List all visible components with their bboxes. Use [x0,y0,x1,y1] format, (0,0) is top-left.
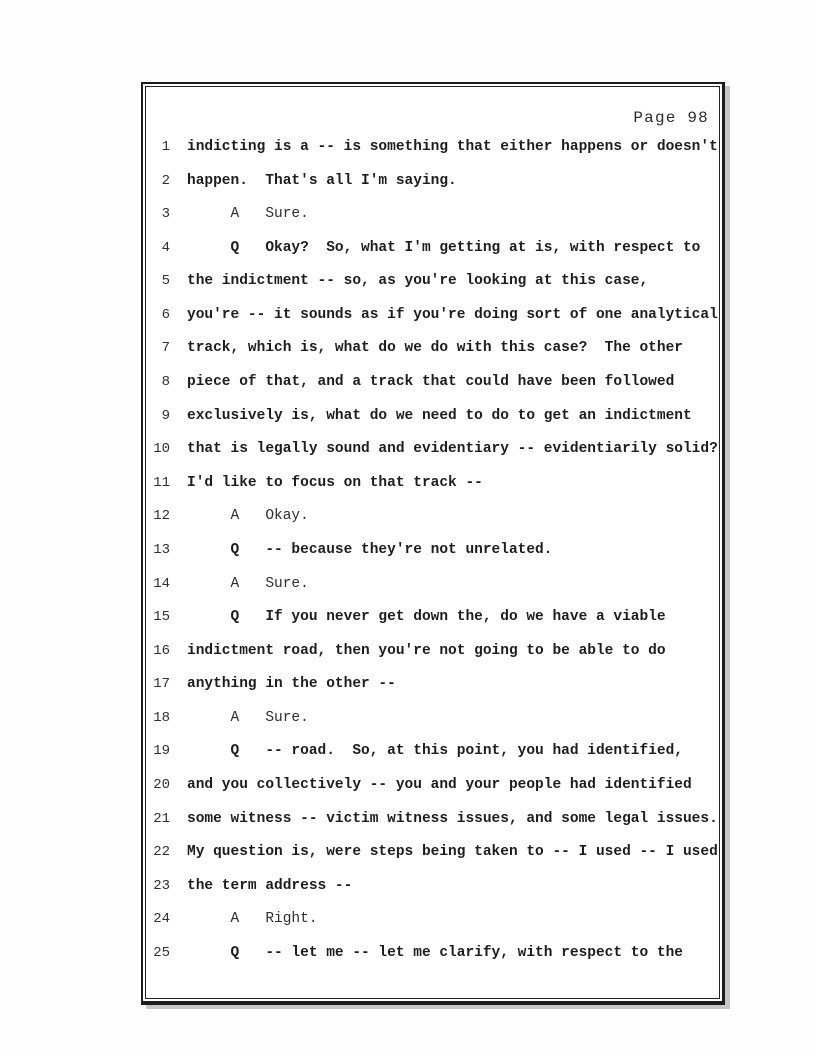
transcript-line [146,844,719,878]
transcript-line [146,609,719,643]
transcript-line [146,576,719,610]
line-text: I'd like to focus on that track -- [187,474,483,491]
line-number: 17 [153,676,170,693]
transcript-line [146,475,719,509]
transcript-line [146,911,719,945]
transcript-line [146,173,719,207]
line-number: 15 [153,609,170,626]
line-number: 6 [161,306,170,323]
line-text: exclusively is, what do we need to do to get an indictment [187,407,692,424]
line-number: 24 [153,911,170,928]
transcript-lines [146,139,719,978]
transcript-line [146,743,719,777]
line-text: A Right. [187,911,318,928]
line-text: piece of that, and a track that could have been followed [187,374,675,391]
line-text: Q Okay? So, what I'm getting at is, with respect to [187,239,701,256]
line-number: 20 [153,776,170,793]
transcript-line [146,206,719,240]
line-text: indictment road, then you're not going to be able to do [187,642,666,659]
line-number: 21 [153,810,170,827]
line-number: 22 [153,844,170,861]
transcript-line [146,441,719,475]
line-number: 10 [153,441,170,458]
line-number: 4 [161,239,170,256]
transcript-line [146,273,719,307]
line-text: A Sure. [187,709,309,726]
line-text: My question is, were steps being taken to -- I used -- I used [187,844,718,861]
line-number: 23 [153,877,170,894]
line-text: Q -- let me -- let me clarify, with respect to the [187,944,683,961]
line-number: 9 [161,407,170,424]
line-text: you're -- it sounds as if you're doing sort of one analytical [187,306,718,323]
transcript-line [146,542,719,576]
line-text: track, which is, what do we do with this case? The other [187,340,683,357]
line-number: 12 [153,508,170,525]
transcript-line [146,508,719,542]
line-text: anything in the other -- [187,676,396,693]
line-text: and you collectively -- you and your people had identified [187,776,692,793]
transcript-page [141,82,725,1005]
line-text: A Sure. [187,206,309,223]
line-text: indicting is a -- is something that either happens or doesn't [187,139,718,155]
line-number: 5 [161,273,170,290]
line-number: 1 [161,139,170,155]
transcript-line [146,811,719,845]
line-number: 11 [153,474,170,491]
line-number: 8 [161,374,170,391]
line-number: 7 [161,340,170,357]
transcript-line [146,340,719,374]
line-text: some witness -- victim witness issues, and some legal issues. [187,810,718,827]
line-number: 13 [153,541,170,558]
transcript-line [146,643,719,677]
line-text: Q If you never get down the, do we have a viable [187,609,666,626]
transcript-line [146,240,719,274]
line-text: happen. That's all I'm saying. [187,172,457,189]
transcript-line [146,139,719,173]
line-text: the indictment -- so, as you're looking at this case, [187,273,649,290]
transcript-line [146,307,719,341]
page-inner-border [145,86,720,999]
line-number: 19 [153,743,170,760]
transcript-line [146,710,719,744]
transcript-line [146,777,719,811]
transcript-line [146,676,719,710]
line-number: 2 [161,172,170,189]
line-text: Q -- road. So, at this point, you had identified, [187,743,683,760]
line-number: 25 [153,944,170,961]
line-number: 14 [153,575,170,592]
line-text: A Okay. [187,508,309,525]
line-text: A Sure. [187,575,309,592]
line-number: 3 [161,206,170,223]
line-text: the term address -- [187,877,353,894]
line-text: Q -- because they're not unrelated. [187,541,553,558]
page-number: Page 98 [633,109,709,127]
line-text: that is legally sound and evidentiary -- evidentiarily solid? [187,441,718,458]
line-number: 18 [153,709,170,726]
transcript-line [146,374,719,408]
transcript-line [146,945,719,979]
line-number: 16 [153,642,170,659]
transcript-line [146,408,719,442]
transcript-line [146,878,719,912]
